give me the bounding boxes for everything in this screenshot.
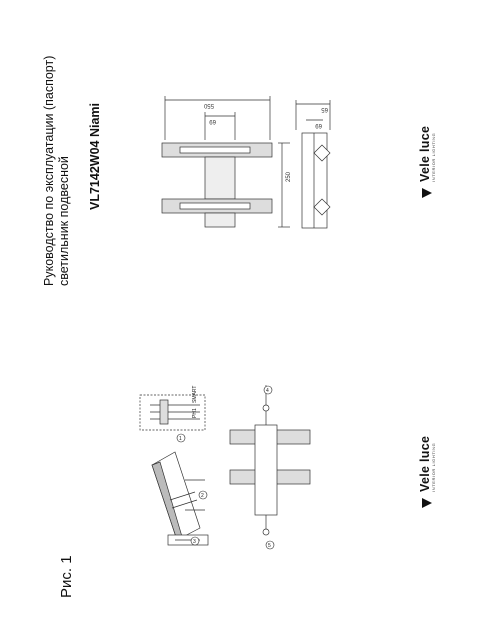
callout-1: 1 (179, 436, 182, 442)
dim-inner-width: 69 (209, 118, 216, 124)
callout-4: 4 (266, 388, 269, 394)
model-name: VL7142W04 Niami (88, 103, 102, 210)
callout-3: 3 (193, 539, 196, 545)
brand-tagline-bottom: INTERIOR LIGHTING (431, 442, 436, 492)
figure-label: Рис. 1 (58, 555, 75, 598)
title-line-1: Руководство по эксплуатации (паспорт) (42, 55, 56, 286)
brand-name: Vele luce (418, 125, 432, 182)
dimension-drawing-side (296, 100, 330, 228)
label-part-b: SMART (192, 385, 198, 403)
dim-height: 250 (286, 171, 292, 182)
callout-2: 2 (201, 493, 204, 499)
dim-inner-side: 69 (315, 122, 322, 128)
dimension-drawing-front (162, 96, 290, 227)
title-line-2: светильник подвесной (57, 156, 71, 286)
dim-depth: 65 (321, 106, 328, 112)
brand-tagline: INTERIOR LIGHTING (431, 132, 436, 182)
mounting-drawing (140, 385, 310, 545)
dim-width: 550 (203, 102, 214, 108)
brand-name-bottom: Vele luce (418, 435, 432, 492)
label-part-a: PH1 (192, 408, 198, 418)
callout-5: 5 (268, 543, 271, 549)
